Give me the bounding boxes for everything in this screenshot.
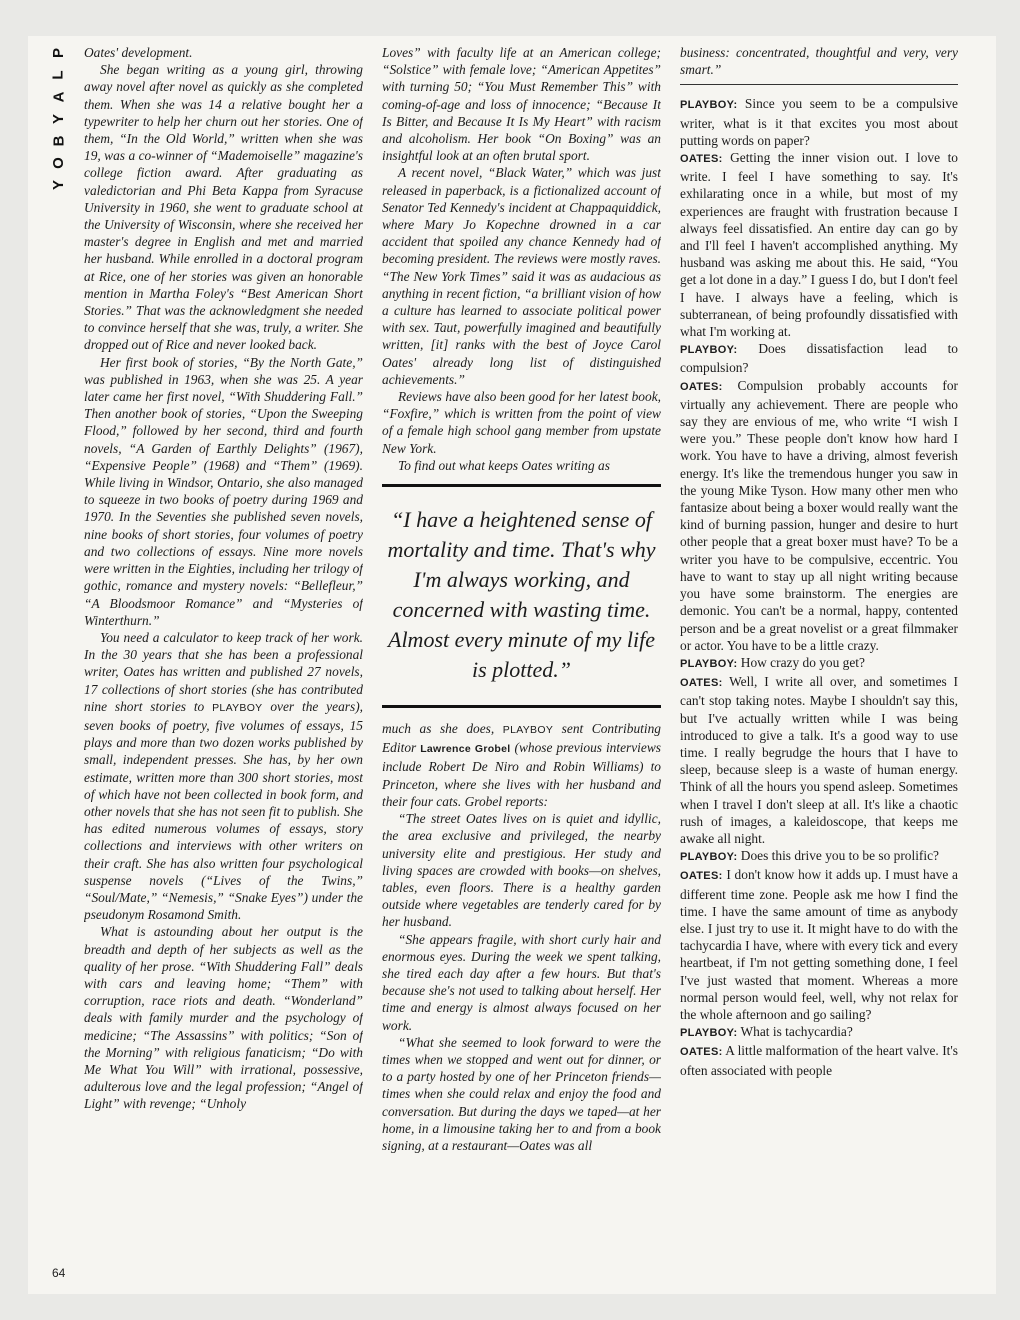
page-number: 64	[52, 1266, 66, 1280]
spine-letter: B	[50, 135, 67, 147]
speaker-text: Does dissatisfaction lead to compulsion?	[680, 341, 958, 376]
paragraph: “What she seemed to look forward to were the times when we stopped and went out for dinner, or to a party hosted by one of her Princeton friends—times when she could relax and enjoy the food and conversation. But during the days we taped—at her home, in a limousine taking her to and from a book signing, at a restaurant—Oates was all	[382, 1034, 661, 1153]
spine-letter: P	[49, 47, 67, 59]
speaker-text: Well, I write all over, and sometimes I can't stop taking notes. Maybe I shouldn't say this, but I've actually written while I was being introduced to give a talk. It's a good way to use time. I really begrudge the hours that I have to sleep, because sleep is a waste of human energy. Think of all the hours you spend asleep. Sometimes when I travel I don't sleep at all. It's like a chaotic rush of images, a kaleidoscope, that keeps me awake all night.	[680, 674, 958, 846]
speaker-text: Does this drive you to be so prolific?	[740, 848, 939, 864]
spine-letter: L	[49, 70, 67, 80]
paragraph: Oates' development.	[84, 45, 193, 60]
author-name: Lawrence Grobel	[420, 743, 511, 756]
spine-letter: A	[50, 91, 67, 103]
section-divider	[680, 84, 958, 85]
text-run: (whose previous interviews include Robert De Niro and Robin Williams) to Princeton, where she lives with her husband and their four cats. Grobel reports:	[382, 740, 661, 809]
interview-exchange	[680, 95, 958, 149]
interview-exchange	[680, 654, 958, 673]
text-run: much as she does,	[382, 721, 495, 737]
interview-exchange	[680, 1023, 958, 1042]
speaker-text: How crazy do you get?	[740, 654, 865, 670]
text-run: over the years), seven books of poetry, five volumes of essays, 15 plays and more than two dozen works published by small, independent presses. She has, by her own estimate, written more than 300 short stories, most of which have not been collected in book form, and other novels that she has not seen fit to publish. She has edited numerous volumes of essays, story collections and interviews with other writers on their craft. She has also written four psychological suspense novels (“Lives of the Twins,” “Soul/Mate,” “Nemesis,” “Snake Eyes”) under the pseudonym Rosamond Smith.	[84, 698, 363, 923]
text-run: sent Contributing Editor	[382, 721, 661, 756]
column-1	[84, 44, 363, 1300]
interview-exchange	[680, 149, 958, 340]
speaker-label: PLAYBOY:	[680, 99, 738, 112]
speaker-label: OATES:	[680, 870, 723, 883]
speaker-label: OATES:	[680, 677, 723, 690]
paragraph: “The street Oates lives on is quiet and idyllic, the area exclusive and privileged, the nearby university elite and prestigious. Her study and living spaces are crowded with books—on shelves, tables, even floors. There is a healthy garden outside where vegetables are tenderly cared for by her husband.	[382, 811, 661, 930]
speaker-label: OATES:	[680, 153, 723, 166]
interview-qa-list	[680, 95, 958, 1078]
pull-quote: “I have a heightened sense of mortality and time. That's why I'm always working, and concerned with wasting time. Almost every minute of my life is plotted.”	[382, 484, 661, 708]
speaker-text: A little malformation of the heart valve. It's often associated with people	[680, 1043, 958, 1078]
spine-letter: O	[49, 157, 67, 169]
speaker-text: Getting the inner vision out. I love to write. I feel I have something to say. It's exhilarating once in a while, but most of my experiences are fraught with frustration because I always feel dissatisfied. An entire day can go by and I'll feel I haven't accomplished anything. My husband was asking me about this. He said, “You get a lot done in a day.” I guess I do, but I don't feel I have. I always have a feeling, which is subterranean, of being profoundly dissatisfied with what I'm working at.	[680, 150, 958, 340]
speaker-text: I don't know how it adds up. I must have a different time zone. People ask me how I find the time. I have the same amount of time as anybody else. I just try to use it. It might have to do with the tachycardia I have, where with every tick and every heartbeat, if I'm not getting something done, I feel I've just wasted that moment. Whereas a more normal person would feel, well, why not relax for the whole afternoon and go sailing?	[680, 867, 958, 1022]
paragraph: She began writing as a young girl, throwing away novel after novel as quickly as she completed them. When she was 14 a relative bought her a typewriter to help her churn out her stories. One of them, “In the Old World,” written when she was 19, was a co-winner of “Mademoiselle” magazine's college fiction award. After graduating as valedictorian and Phi Beta Kappa from Syracuse University in 1960, she went to graduate school at the University of Wisconsin, where she received her master's degree in English and met and married her husband. While enrolled in a doctoral program at Rice, one of her stories was given an honorable mention in Martha Foley's “Best American Short Stories.” That was the acknowledgment she needed to convince herself that she was, truly, a writer. She dropped out of Rice and never looked back.	[84, 62, 363, 353]
paragraph: Her first book of stories, “By the North Gate,” was published in 1963, when she was 25. A year later came her first novel, “With Shuddering Fall.” Then another book of stories, “Upon the Sweeping Flood,” followed by her second, third and fourth novels, “A Garden of Earthly Delights” (1967), “Expensive People” (1968) and “Them” (1969). While living in Windsor, Ontario, she also managed to squeeze in two books of poetry during 1969 and 1970. In the Seventies she published seven novels, nine books of short stories, four volumes of poetry and two collections of essays. Nine more novels were written in the Eighties, including her trilogy of gothic, romance and mystery novels: “Bellefleur,” “A Bloodsmoor Romance” and “Mysteries of Winterthurn.”	[84, 354, 363, 628]
speaker-label: PLAYBOY:	[680, 1027, 738, 1040]
magazine-name: PLAYBOY	[212, 701, 263, 714]
paragraph: business: concentrated, thoughtful and very, very smart.”	[680, 45, 958, 78]
magazine-name: PLAYBOY	[502, 724, 554, 737]
magazine-spine-title	[49, 42, 67, 196]
speaker-text: Since you seem to be a compulsive writer, what is it that excites you most about putting words on paper?	[680, 96, 958, 148]
interview-exchange	[680, 377, 958, 654]
speaker-text: Compulsion probably accounts for virtually any achievement. There are people who say they are envious of me, who write “I wish I were you.” These people don't know how hard I work. You have to have a driving, almost feverish energy. It's like the tremendous hunger you saw in the young Mike Tyson. How many other men who fantasize about being a boxer would really want the kind of burning passion, hunger and desire to hurt other people that a great boxer must have? To be a writer you have to be compulsive, eccentric. You have to want to stay up all night writing because you have some brainstorm. The energies are demonic. You can't be a normal, happy, contented person and be a great novelist or a great filmmaker or actor. You have to be a little crazy.	[680, 377, 958, 653]
column-3	[680, 44, 958, 1300]
paragraph: A recent novel, “Black Water,” which was just released in paperback, is a fictionalized account of Senator Ted Kennedy's incident at Chappaquiddick, where Mary Jo Kopechne drowned in a car accident that spoiled any chance Kennedy had of becoming president. The reviews were mostly raves. “The New York Times” said it was as audacious as anything in recent fiction, “a brilliant vision of how a culture has learned to associate political power with sex. Taut, powerfully imagined and beautifully written, [it] ranks with the best of Joyce Carol Oates' already long list of distinguished achievements.”	[382, 165, 661, 387]
interview-exchange	[680, 1042, 958, 1078]
paragraph	[84, 629, 363, 923]
speaker-label: PLAYBOY:	[680, 657, 738, 670]
spine-letter: Y	[49, 113, 67, 125]
paragraph: Reviews have also been good for her latest book, “Foxfire,” which is written from the point of view of a female high school gang member from upstate New York.	[382, 389, 661, 456]
paragraph: What is astounding about her output is the breadth and depth of her subjects as well as the quality of her prose. “With Shuddering Fall” deals with cars and leaving home; “Them” with corruption, race riots and death. “Wonderland” deals with family murder and the psychology of medicine; “The Assassins” with politics; “Son of the Morning” with religious fanaticism; “Do with Me What You Will” with irrational, possessive, adulterous love and the legal profession; “Angel of Light” with revenge; “Unholy	[84, 924, 363, 1112]
speaker-label: OATES:	[680, 380, 723, 393]
column-2	[382, 44, 661, 1300]
paragraph: Loves” with faculty life at an American college; “Solstice” with female love; “American Appetites” with turning 50; “You Must Remember This” with coming-of-age and loss of innocence; “Because It Is Bitter, and Because It Is My Heart” with racism and alcoholism. Her book “On Boxing” was an insightful look at an often brutal sport.	[382, 45, 661, 164]
text-run: You need a calculator to keep track of her work. In the 30 years that she has been a professional writer, Oates has written and published 27 novels, 17 collections of short stories (she has contributed nine short stories to	[84, 629, 363, 714]
paragraph: To find out what keeps Oates writing as	[398, 457, 610, 473]
interview-exchange	[680, 847, 958, 866]
paragraph: “She appears fragile, with short curly hair and enormous eyes. During the week we spent talking, she tired each day after a few hours. But that's because she's not used to talking about herself. Her time and energy is almost always focused on her work.	[382, 931, 661, 1033]
interview-exchange	[680, 340, 958, 376]
speaker-label: PLAYBOY:	[680, 344, 738, 357]
interview-exchange	[680, 866, 958, 1023]
spine-letter: Y	[49, 179, 67, 191]
interview-exchange	[680, 673, 958, 847]
paragraph	[382, 720, 661, 810]
speaker-label: OATES:	[680, 1046, 723, 1059]
speaker-label: PLAYBOY:	[680, 851, 738, 864]
speaker-text: What is tachycardia?	[740, 1024, 853, 1040]
